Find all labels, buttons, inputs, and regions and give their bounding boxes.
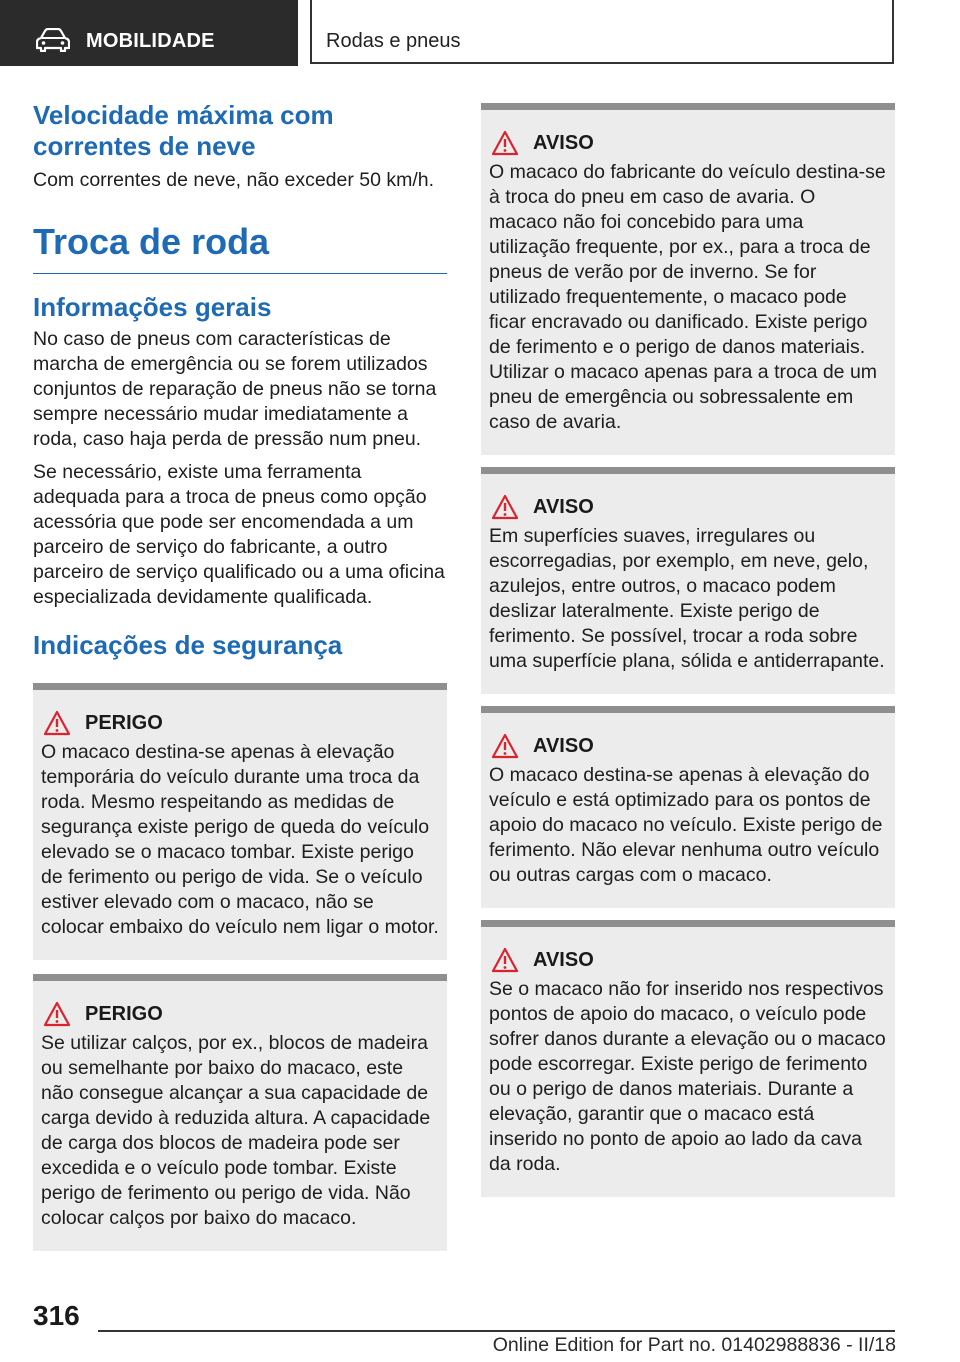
notice-box-1 [481, 103, 895, 455]
wheel-change-heading: Troca de roda [33, 221, 270, 262]
notice-text: Se o macaco não for inserido nos respectivos pontos de apoio do macaco, o veículo pode sofrer danos durante a elevação ou o macaco pode escorregar. Existe perigo de ferimento ou o perigo de danos materiais. Durante a elevação, garantir que o macaco está inserido no ponto de apoio ao lado da cava da roda. [489, 978, 886, 1175]
danger-header [41, 1001, 439, 1027]
notice-title: AVISO [533, 495, 594, 518]
general-info-paragraph-2: Se necessário, existe uma ferramenta adequada para a troca de pneus como opção acessória que pode ser encomendada a um parceiro de serviço do fabricante, a outro parceiro de serviço qualificado ou a uma oficina especializada devidamente qualificada. [33, 461, 445, 608]
warning-triangle-icon [491, 947, 519, 973]
chapter-box [310, 0, 894, 64]
edition-note: Online Edition for Part no. 01402988836 - II/18 [492, 1334, 896, 1356]
left-column [33, 100, 447, 1251]
safety-heading: Indicações de segurança [33, 630, 343, 660]
notice-text: Em superfícies suaves, irregulares ou escorregadias, por exemplo, em neve, gelo, azulejos, entre outros, o macaco podem deslizar lateralmente. Existe perigo de ferimento. Se possível, trocar a roda sobre uma superfície plana, sólida e antiderrapante. [489, 525, 885, 672]
notice-header [489, 733, 887, 759]
danger-text: O macaco destina-se apenas à elevação temporária do veículo durante uma troca da roda. Mesmo respeitando as medidas de segurança existe perigo de queda do veículo elevado se o macaco tombar. Existe perigo de ferimento ou perigo de vida. Se o veículo estiver elevado com o macaco, não se colocar embaixo do veículo nem ligar o motor. [41, 741, 439, 938]
notice-title: AVISO [533, 948, 594, 971]
notice-box-4 [481, 920, 895, 1197]
page-number: 316 [33, 1300, 80, 1331]
car-icon [36, 28, 70, 52]
wheel-change-heading-wrap [33, 221, 447, 274]
footer-rule [98, 1330, 895, 1332]
page-header [0, 0, 960, 66]
notice-text: O macaco destina-se apenas à elevação do veículo e está optimizado para os pontos de apoio do macaco no veículo. Existe perigo de ferimento. Não elevar nenhuma outro veículo ou outras cargas com o macaco. [489, 764, 883, 886]
notice-title: AVISO [533, 734, 594, 757]
notice-header [489, 947, 887, 973]
general-info-paragraph-1: No caso de pneus com características de marcha de emergência ou se forem utilizados conjuntos de reparação de pneus não se torna sempre necessário mudar imediatamente a roda, caso haja perda de pressão num pneu. [33, 328, 437, 450]
snow-chains-heading: Velocidade máxima com correntes de neve [33, 100, 334, 161]
notice-text: O macaco do fabricante do veículo destina-se à troca do pneu em caso de avaria. O macaco não foi concebido para uma utilização frequente, por ex., para a troca de pneus de verão por de inverno. Se for utilizado frequentemente, o macaco pode ficar encravado ou danificado. Existe perigo de ferimento e o perigo de danos materiais. Utilizar o macaco apenas para a troca de um pneu de emergência ou sobressalente em caso de avaria. [489, 161, 886, 433]
danger-title: PERIGO [85, 1002, 163, 1025]
notice-header [489, 130, 887, 156]
notice-header [489, 494, 887, 520]
notice-title: AVISO [533, 131, 594, 154]
danger-header [41, 710, 439, 736]
danger-box-1 [33, 683, 447, 960]
right-column [481, 103, 895, 1197]
snow-chains-text: Com correntes de neve, não exceder 50 km/h. [33, 169, 435, 191]
section-label: MOBILIDADE [86, 30, 215, 52]
warning-triangle-icon [491, 494, 519, 520]
section-tab [0, 0, 298, 66]
general-info-heading: Informações gerais [33, 292, 272, 322]
warning-triangle-icon [491, 130, 519, 156]
chapter-label: Rodas e pneus [326, 30, 461, 52]
danger-text: Se utilizar calços, por ex., blocos de madeira ou semelhante por baixo do macaco, este não consegue alcançar a sua capacidade de carga devido à reduzida altura. A capacidade de carga dos blocos de madeira pode ser excedida e o veículo pode tombar. Existe perigo de ferimento ou perigo de vida. Não colocar calços por baixo do macaco. [41, 1032, 431, 1229]
warning-triangle-icon [43, 710, 71, 736]
notice-box-3 [481, 706, 895, 908]
danger-title: PERIGO [85, 711, 163, 734]
notice-box-2 [481, 467, 895, 694]
warning-triangle-icon [43, 1001, 71, 1027]
warning-triangle-icon [491, 733, 519, 759]
danger-box-2 [33, 974, 447, 1251]
